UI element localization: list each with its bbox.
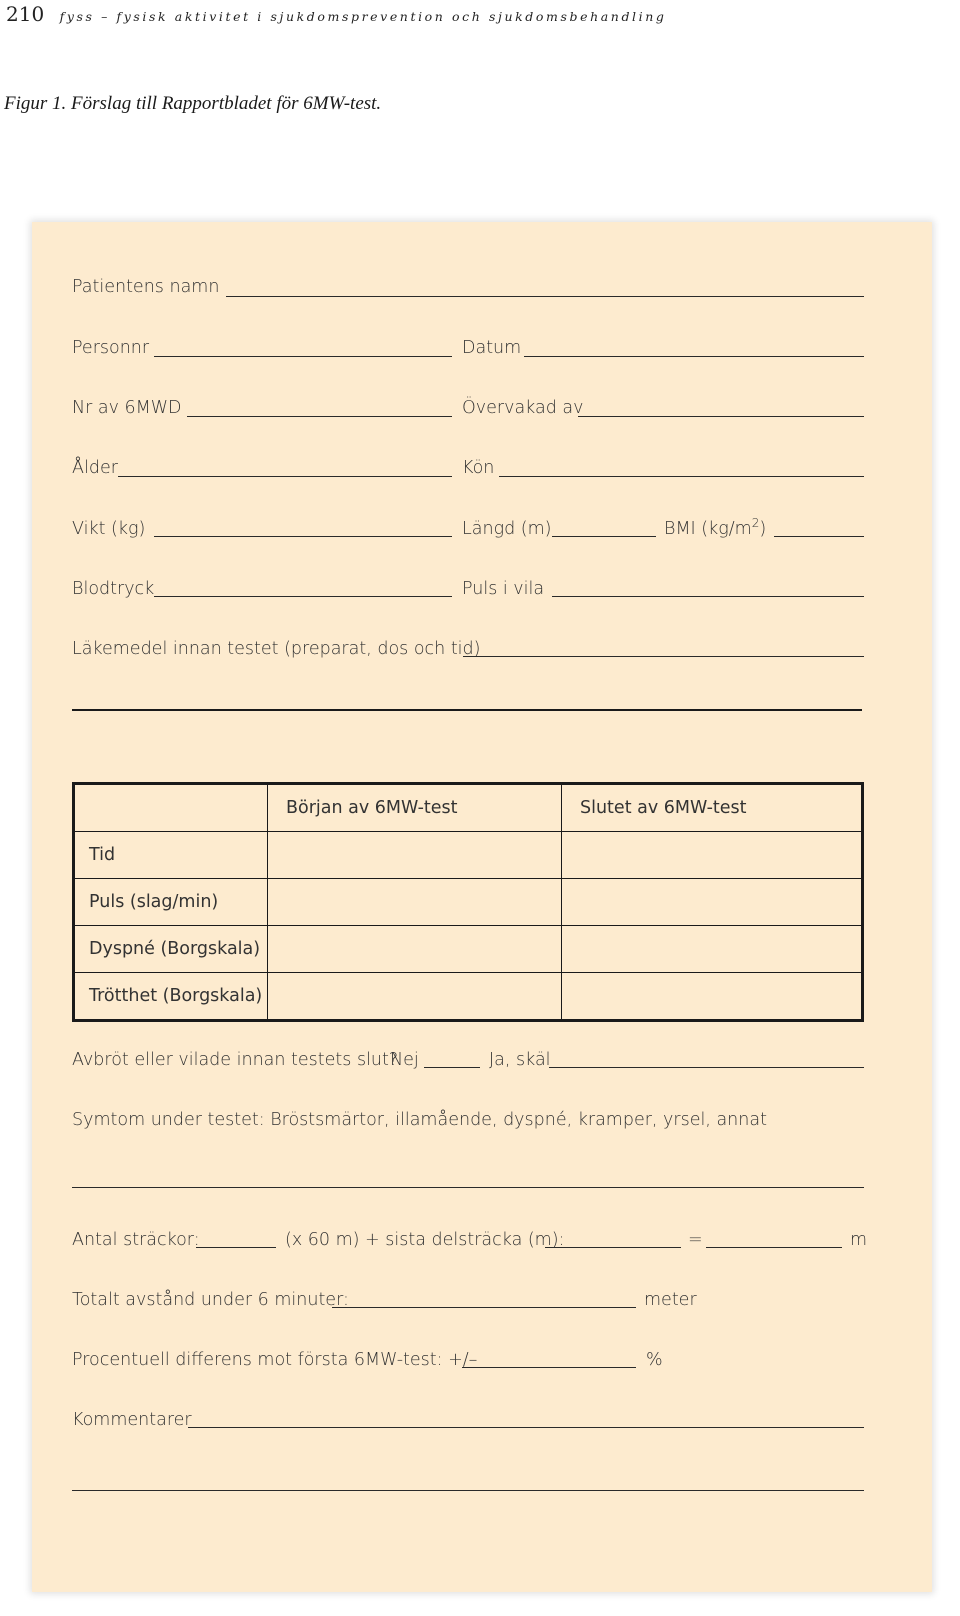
blodtryck-label: Blodtryck [72,579,155,599]
vikt-field[interactable] [154,536,452,537]
row-label-tid: Tid [74,832,268,879]
antal-field[interactable] [196,1247,276,1248]
ja-label: Ja, skäl [489,1050,551,1070]
cell-start-trotthet[interactable] [268,973,562,1021]
table-row [74,973,863,1021]
nr-6mwd-field[interactable] [187,416,452,417]
procent-label: Procentuell differens mot första 6MW-test: +/– [72,1350,478,1370]
page-number: 210 [6,2,45,26]
table-corner-cell [74,784,268,832]
totalt-label: Totalt avstånd under 6 minuter: [72,1290,349,1310]
overvakad-field[interactable] [578,416,864,417]
m-unit: m [850,1230,868,1250]
cell-start-puls[interactable] [268,879,562,926]
percent-unit: % [646,1350,663,1370]
table-header-row [74,784,863,832]
blodtryck-field[interactable] [154,596,452,597]
cell-end-trotthet[interactable] [562,973,863,1021]
row-label-puls: Puls (slag/min) [74,879,268,926]
nr-6mwd-label: Nr av 6MWD [72,398,182,418]
puls-vila-field[interactable] [552,596,864,597]
bmi-label: BMI $(kg/m^2)$ [664,516,767,539]
lakemedel-field-2[interactable] [72,709,862,711]
report-form [32,222,932,1592]
symtom-label: Symtom under testet: Bröstsmärtor, illamående, dyspné, kramper, yrsel, annat [72,1110,767,1130]
langd-field[interactable] [552,536,656,537]
nej-field[interactable] [424,1067,480,1068]
lakemedel-label: Läkemedel innan testet (preparat, dos och tid) [72,639,481,659]
personnr-label: Personnr [72,338,150,358]
avbrot-label: Avbröt eller vilade innan testets slut? [72,1050,399,1070]
nej-label: Nej [390,1050,419,1070]
patient-name-label: Patientens namn [72,277,220,297]
figure-caption: Figur 1. Förslag till Rapportbladet för 6MW-test. [4,93,382,114]
cell-end-dyspne[interactable] [562,926,863,973]
kommentarer-field[interactable] [188,1427,864,1428]
kon-field[interactable] [499,476,864,477]
datum-field[interactable] [524,356,864,357]
sum-field[interactable] [706,1247,842,1248]
x60-label: (x 60 m) + sista delsträcka (m): [285,1230,565,1250]
kommentarer-label: Kommentarer [72,1410,192,1430]
cell-end-puls[interactable] [562,879,863,926]
overvakad-label: Övervakad av [462,398,584,418]
lakemedel-field[interactable] [463,656,864,657]
row-label-trotthet: Trötthet (Borgskala) [74,973,268,1021]
antal-label: Antal sträckor: [72,1230,200,1250]
cell-start-tid[interactable] [268,832,562,879]
delstracka-field[interactable] [545,1247,681,1248]
running-title: fyss – fysisk aktivitet i sjukdomsprevention och sjukdomsbehandling [59,9,667,24]
symtom-field[interactable] [72,1187,864,1188]
running-header [6,2,667,26]
alder-field[interactable] [118,476,452,477]
ja-reason-field[interactable] [549,1067,864,1068]
col-start-header: Början av 6MW-test [268,784,562,832]
row-label-dyspne: Dyspné (Borgskala) [74,926,268,973]
table-row [74,832,863,879]
totalt-field[interactable] [332,1307,636,1308]
patient-name-field[interactable] [226,296,864,297]
personnr-field[interactable] [154,356,452,357]
measurement-table [72,782,864,1022]
table-row [74,879,863,926]
bmi-field[interactable] [774,536,864,537]
cell-end-tid[interactable] [562,832,863,879]
kommentarer-field-2[interactable] [72,1490,864,1491]
col-end-header: Slutet av 6MW-test [562,784,863,832]
cell-start-dyspne[interactable] [268,926,562,973]
datum-label: Datum [462,338,522,358]
alder-label: Ålder [72,458,118,478]
table-row [74,926,863,973]
vikt-label: Vikt (kg) [72,519,146,539]
meter-unit: meter [644,1290,697,1310]
equals-sign: = [688,1230,703,1250]
langd-label: Längd (m) [462,519,552,539]
kon-label: Kön [462,458,495,478]
puls-vila-label: Puls i vila [462,579,545,599]
procent-field[interactable] [462,1367,636,1368]
